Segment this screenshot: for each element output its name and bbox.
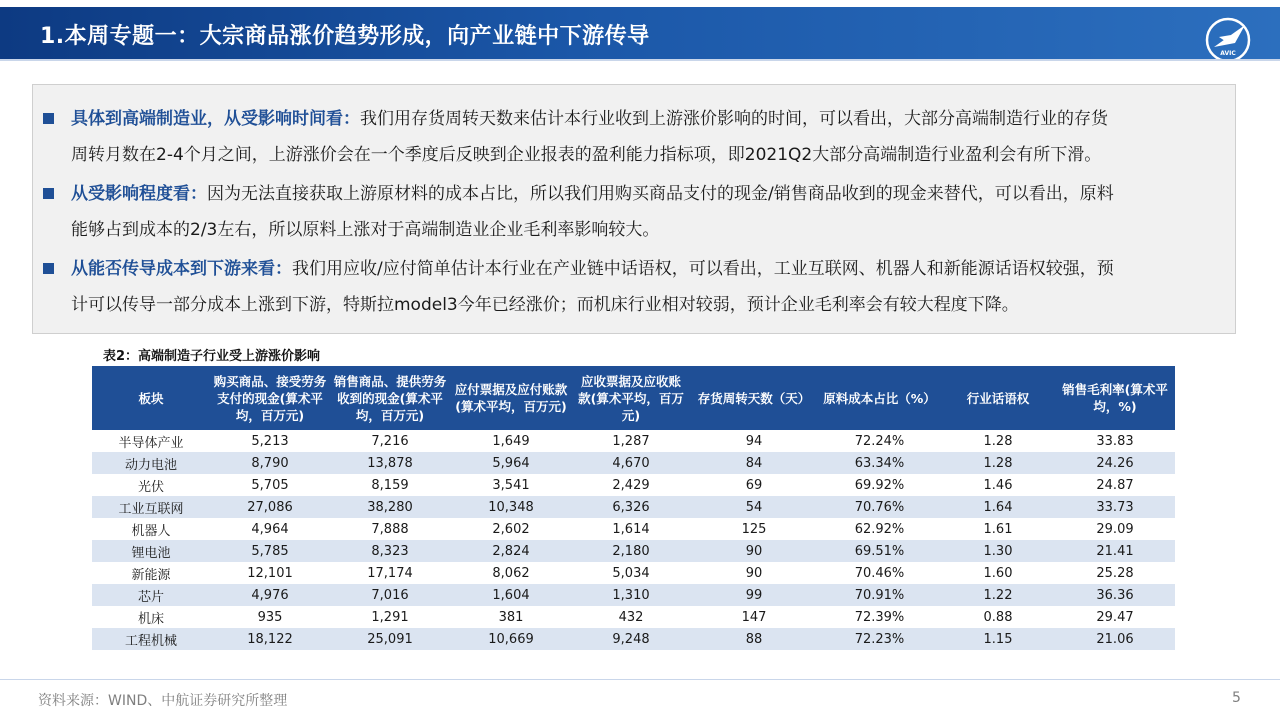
table-cell: 1,287 <box>572 430 690 452</box>
table-cell: 1.64 <box>941 496 1055 518</box>
table-cell: 1.30 <box>941 540 1055 562</box>
bullet-lead: 具体到高端制造业，从受影响时间看： <box>71 109 360 129</box>
table-cell: 9,248 <box>572 628 690 650</box>
table-cell: 147 <box>690 606 818 628</box>
table-cell: 70.76% <box>818 496 941 518</box>
table-cell: 21.06 <box>1055 628 1175 650</box>
table-cell: 69.51% <box>818 540 941 562</box>
table-cell: 72.24% <box>818 430 941 452</box>
table-row <box>92 496 1175 518</box>
table-cell: 7,216 <box>330 430 450 452</box>
table-cell: 17,174 <box>330 562 450 584</box>
row-label-cell: 机床 <box>92 606 210 628</box>
table-cell: 8,159 <box>330 474 450 496</box>
table-cell: 432 <box>572 606 690 628</box>
table-cell: 1,604 <box>450 584 572 606</box>
table-cell: 5,213 <box>210 430 330 452</box>
bullet-line: 周转月数在2-4个月之间，上游涨价会在一个季度后反映到企业报表的盈利能力指标项，即2021Q2大部分高端制造行业盈利会有所下滑。 <box>71 145 1102 165</box>
table-cell: 69.92% <box>818 474 941 496</box>
column-header: 应收票据及应收账款(算术平均，百万元) <box>572 366 690 430</box>
table-cell: 935 <box>210 606 330 628</box>
row-label-cell: 新能源 <box>92 562 210 584</box>
row-label-cell: 动力电池 <box>92 452 210 474</box>
bullet-text: 我们用应收/应付简单估计本行业在产业链中话语权，可以看出，工业互联网、机器人和新能源话语权较强，预 <box>292 259 1114 279</box>
table-cell: 1,614 <box>572 518 690 540</box>
table-cell: 18,122 <box>210 628 330 650</box>
bullet-square-icon <box>43 113 54 124</box>
data-table <box>92 366 1175 650</box>
table-cell: 2,429 <box>572 474 690 496</box>
bullet-text: 我们用存货周转天数来估计本行业收到上游涨价影响的时间，可以看出，大部分高端制造行业的存货 <box>360 109 1108 129</box>
table-cell: 88 <box>690 628 818 650</box>
column-header: 购买商品、接受劳务支付的现金(算术平均，百万元) <box>210 366 330 430</box>
table-cell: 25.28 <box>1055 562 1175 584</box>
table-cell: 12,101 <box>210 562 330 584</box>
column-header: 板块 <box>92 366 210 430</box>
table-cell: 1.28 <box>941 452 1055 474</box>
footer-divider <box>0 679 1280 680</box>
table-cell: 21.41 <box>1055 540 1175 562</box>
table-cell: 33.83 <box>1055 430 1175 452</box>
table-cell: 99 <box>690 584 818 606</box>
table-row <box>92 562 1175 584</box>
bullet-line <box>71 251 1223 287</box>
table-cell: 7,888 <box>330 518 450 540</box>
table-caption: 表2：高端制造子行业受上游涨价影响 <box>103 349 321 364</box>
bullet-item <box>43 251 1223 323</box>
table-cell: 4,964 <box>210 518 330 540</box>
row-label-cell: 光伏 <box>92 474 210 496</box>
table-cell: 5,964 <box>450 452 572 474</box>
table-cell: 25,091 <box>330 628 450 650</box>
table-cell: 3,541 <box>450 474 572 496</box>
bullet-square-icon <box>43 188 54 199</box>
table-cell: 62.92% <box>818 518 941 540</box>
table-cell: 1.22 <box>941 584 1055 606</box>
table-cell: 54 <box>690 496 818 518</box>
bullet-item <box>43 176 1223 248</box>
table-cell: 69 <box>690 474 818 496</box>
table-cell: 1.60 <box>941 562 1055 584</box>
bullet-text: 因为无法直接获取上游原材料的成本占比，所以我们用购买商品支付的现金/销售商品收到的现金来替代，可以看出，原料 <box>207 184 1114 204</box>
table-row <box>92 518 1175 540</box>
table-cell: 5,034 <box>572 562 690 584</box>
row-label-cell: 锂电池 <box>92 540 210 562</box>
table-cell: 2,824 <box>450 540 572 562</box>
table-cell: 90 <box>690 540 818 562</box>
table-cell: 10,669 <box>450 628 572 650</box>
header-divider <box>0 59 1280 61</box>
table-cell: 63.34% <box>818 452 941 474</box>
bullet-lead: 从受影响程度看： <box>71 184 207 204</box>
column-header: 应付票据及应付账款(算术平均，百万元) <box>450 366 572 430</box>
table-row <box>92 430 1175 452</box>
page-number: 5 <box>1232 690 1241 706</box>
table-cell: 4,670 <box>572 452 690 474</box>
table-cell: 24.87 <box>1055 474 1175 496</box>
table-row <box>92 474 1175 496</box>
table-cell: 2,180 <box>572 540 690 562</box>
table-header-row <box>92 366 1175 430</box>
table-cell: 4,976 <box>210 584 330 606</box>
table-body <box>92 430 1175 650</box>
table-cell: 38,280 <box>330 496 450 518</box>
column-header: 存货周转天数（天） <box>690 366 818 430</box>
bullet-item <box>43 101 1223 173</box>
table-cell: 5,705 <box>210 474 330 496</box>
table-row <box>92 628 1175 650</box>
table-cell: 94 <box>690 430 818 452</box>
table-cell: 72.39% <box>818 606 941 628</box>
table-cell: 70.46% <box>818 562 941 584</box>
header-bar <box>0 7 1280 59</box>
page-title: 1.本周专题一：大宗商品涨价趋势形成，向产业链中下游传导 <box>40 24 650 49</box>
row-label-cell: 半导体产业 <box>92 430 210 452</box>
table-cell: 1.15 <box>941 628 1055 650</box>
summary-box <box>32 84 1236 334</box>
svg-text:AVIC: AVIC <box>1220 50 1236 57</box>
row-label-cell: 机器人 <box>92 518 210 540</box>
table-cell: 70.91% <box>818 584 941 606</box>
table-cell: 29.09 <box>1055 518 1175 540</box>
table-cell: 8,062 <box>450 562 572 584</box>
column-header: 销售商品、提供劳务收到的现金(算术平均，百万元) <box>330 366 450 430</box>
table-cell: 1,291 <box>330 606 450 628</box>
bullet-square-icon <box>43 263 54 274</box>
table-cell: 6,326 <box>572 496 690 518</box>
table-cell: 84 <box>690 452 818 474</box>
bullet-line <box>71 101 1223 137</box>
table-row <box>92 606 1175 628</box>
bullet-line: 能够占到成本的2/3左右，所以原料上涨对于高端制造业企业毛利率影响较大。 <box>71 220 660 240</box>
table-cell: 90 <box>690 562 818 584</box>
source-note: 资料来源：WIND、中航证券研究所整理 <box>38 693 288 709</box>
row-label-cell: 工业互联网 <box>92 496 210 518</box>
table-cell: 1,310 <box>572 584 690 606</box>
column-header: 销售毛利率(算术平均，%) <box>1055 366 1175 430</box>
bullet-line <box>71 176 1223 212</box>
bullet-lead: 从能否传导成本到下游来看： <box>71 259 292 279</box>
row-label-cell: 芯片 <box>92 584 210 606</box>
table-cell: 29.47 <box>1055 606 1175 628</box>
table-cell: 1.28 <box>941 430 1055 452</box>
table-cell: 27,086 <box>210 496 330 518</box>
table-cell: 381 <box>450 606 572 628</box>
table-cell: 36.36 <box>1055 584 1175 606</box>
table-cell: 1.46 <box>941 474 1055 496</box>
bullet-line: 计可以传导一部分成本上涨到下游，特斯拉model3今年已经涨价；而机床行业相对较弱，预计企业毛利率会有较大程度下降。 <box>71 295 1019 315</box>
table-cell: 24.26 <box>1055 452 1175 474</box>
table-cell: 7,016 <box>330 584 450 606</box>
column-header: 行业话语权 <box>941 366 1055 430</box>
column-header: 原料成本占比（%） <box>818 366 941 430</box>
table-cell: 10,348 <box>450 496 572 518</box>
table-cell: 33.73 <box>1055 496 1175 518</box>
table-row <box>92 584 1175 606</box>
table-cell: 8,790 <box>210 452 330 474</box>
table-row <box>92 452 1175 474</box>
table-cell: 1,649 <box>450 430 572 452</box>
table-cell: 125 <box>690 518 818 540</box>
row-label-cell: 工程机械 <box>92 628 210 650</box>
table-cell: 13,878 <box>330 452 450 474</box>
table-cell: 5,785 <box>210 540 330 562</box>
table-cell: 8,323 <box>330 540 450 562</box>
table-cell: 72.23% <box>818 628 941 650</box>
table-cell: 2,602 <box>450 518 572 540</box>
avic-logo-icon <box>1205 17 1251 63</box>
table-row <box>92 540 1175 562</box>
table-cell: 0.88 <box>941 606 1055 628</box>
table-cell: 1.61 <box>941 518 1055 540</box>
